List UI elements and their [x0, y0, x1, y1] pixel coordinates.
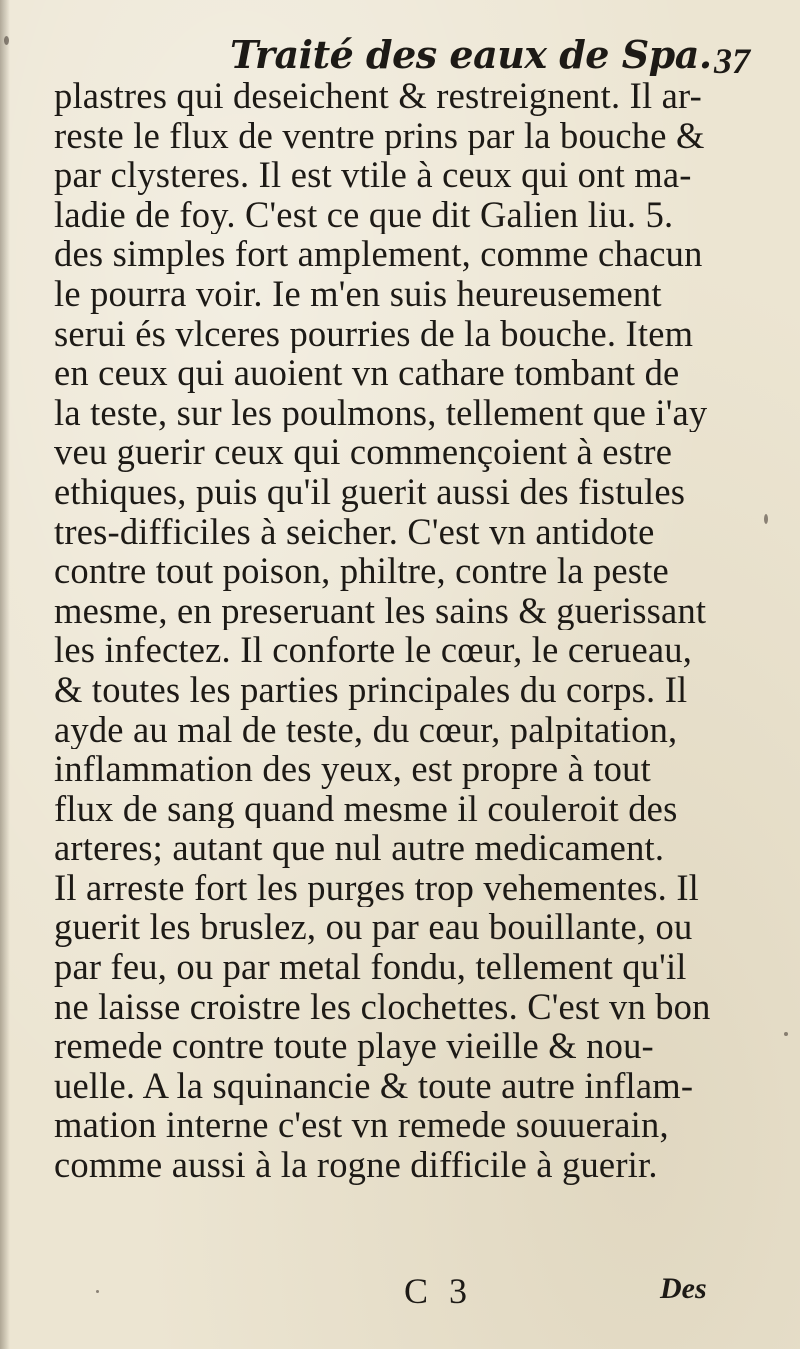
page-number: 37	[714, 41, 750, 81]
text-line: mesme, en preseruant les sains & guerissant	[54, 590, 707, 631]
text-line: serui és vlceres pourries de la bouche. Item	[54, 313, 694, 354]
text-line: guerit les bruslez, ou par eau bouillante, ou	[54, 907, 693, 948]
text-line: ne laisse croistre les clochettes. C'est vn bon	[54, 986, 711, 1027]
text-line: remede contre toute playe vieille & nou-	[54, 1026, 654, 1066]
text-line: plastres qui deseichent & restreignent. Il ar-	[54, 76, 703, 116]
text-line: les infectez. Il conforte le cœur, le cerueau,	[54, 630, 693, 670]
text-line: par clysteres. Il est vtile à ceux qui ont ma-	[54, 155, 692, 195]
catchword: Des	[660, 1272, 707, 1305]
text-line: & toutes les parties principales du corps. Il	[54, 669, 688, 710]
text-line: par feu, ou par metal fondu, tellement qu'il	[54, 947, 687, 987]
page-footer	[0, 1270, 800, 1320]
paper-speck	[784, 1032, 788, 1036]
text-line: contre tout poison, philtre, contre la peste	[54, 551, 669, 591]
text-line: comme aussi à la rogne difficile à guerir.	[54, 1145, 658, 1185]
text-line: mation interne c'est vn remede souuerain,	[54, 1105, 669, 1146]
text-line: ayde au mal de teste, du cœur, palpitation,	[54, 709, 678, 750]
paper-speck	[4, 36, 9, 45]
text-line: des simples fort amplement, comme chacun	[54, 234, 703, 274]
paper-speck	[764, 514, 768, 524]
running-title: Traité des eaux de Spa.	[230, 32, 712, 77]
text-line: inflammation des yeux, est propre à tout	[54, 749, 651, 789]
paper-speck	[96, 1290, 99, 1293]
body-text	[54, 76, 754, 1185]
text-line: le pourra voir. Ie m'en suis heureusement	[54, 273, 662, 314]
text-line: arteres; autant que nul autre medicament.	[54, 828, 665, 868]
signature-mark: C 3	[404, 1271, 474, 1311]
text-line: la teste, sur les poulmons, tellement que i'ay	[54, 392, 708, 433]
text-line: ladie de foy. C'est ce que dit Galien liu. 5.	[54, 194, 674, 235]
text-line: flux de sang quand mesme il couleroit des	[54, 788, 678, 829]
text-line: en ceux qui auoient vn cathare tombant de	[54, 353, 680, 393]
text-line: tres-difficiles à seicher. C'est vn antidote	[54, 511, 655, 552]
text-line: Il arreste fort les purges trop vehementes. Il	[54, 867, 700, 908]
text-line: ethiques, puis qu'il guerit aussi des fistules	[54, 471, 686, 512]
text-line: uelle. A la squinancie & toute autre inflam-	[54, 1065, 694, 1106]
text-line: veu guerir ceux qui commençoient à estre	[54, 432, 673, 472]
gutter-shadow	[0, 0, 10, 1349]
text-line: reste le flux de ventre prins par la bouche &	[54, 115, 705, 156]
